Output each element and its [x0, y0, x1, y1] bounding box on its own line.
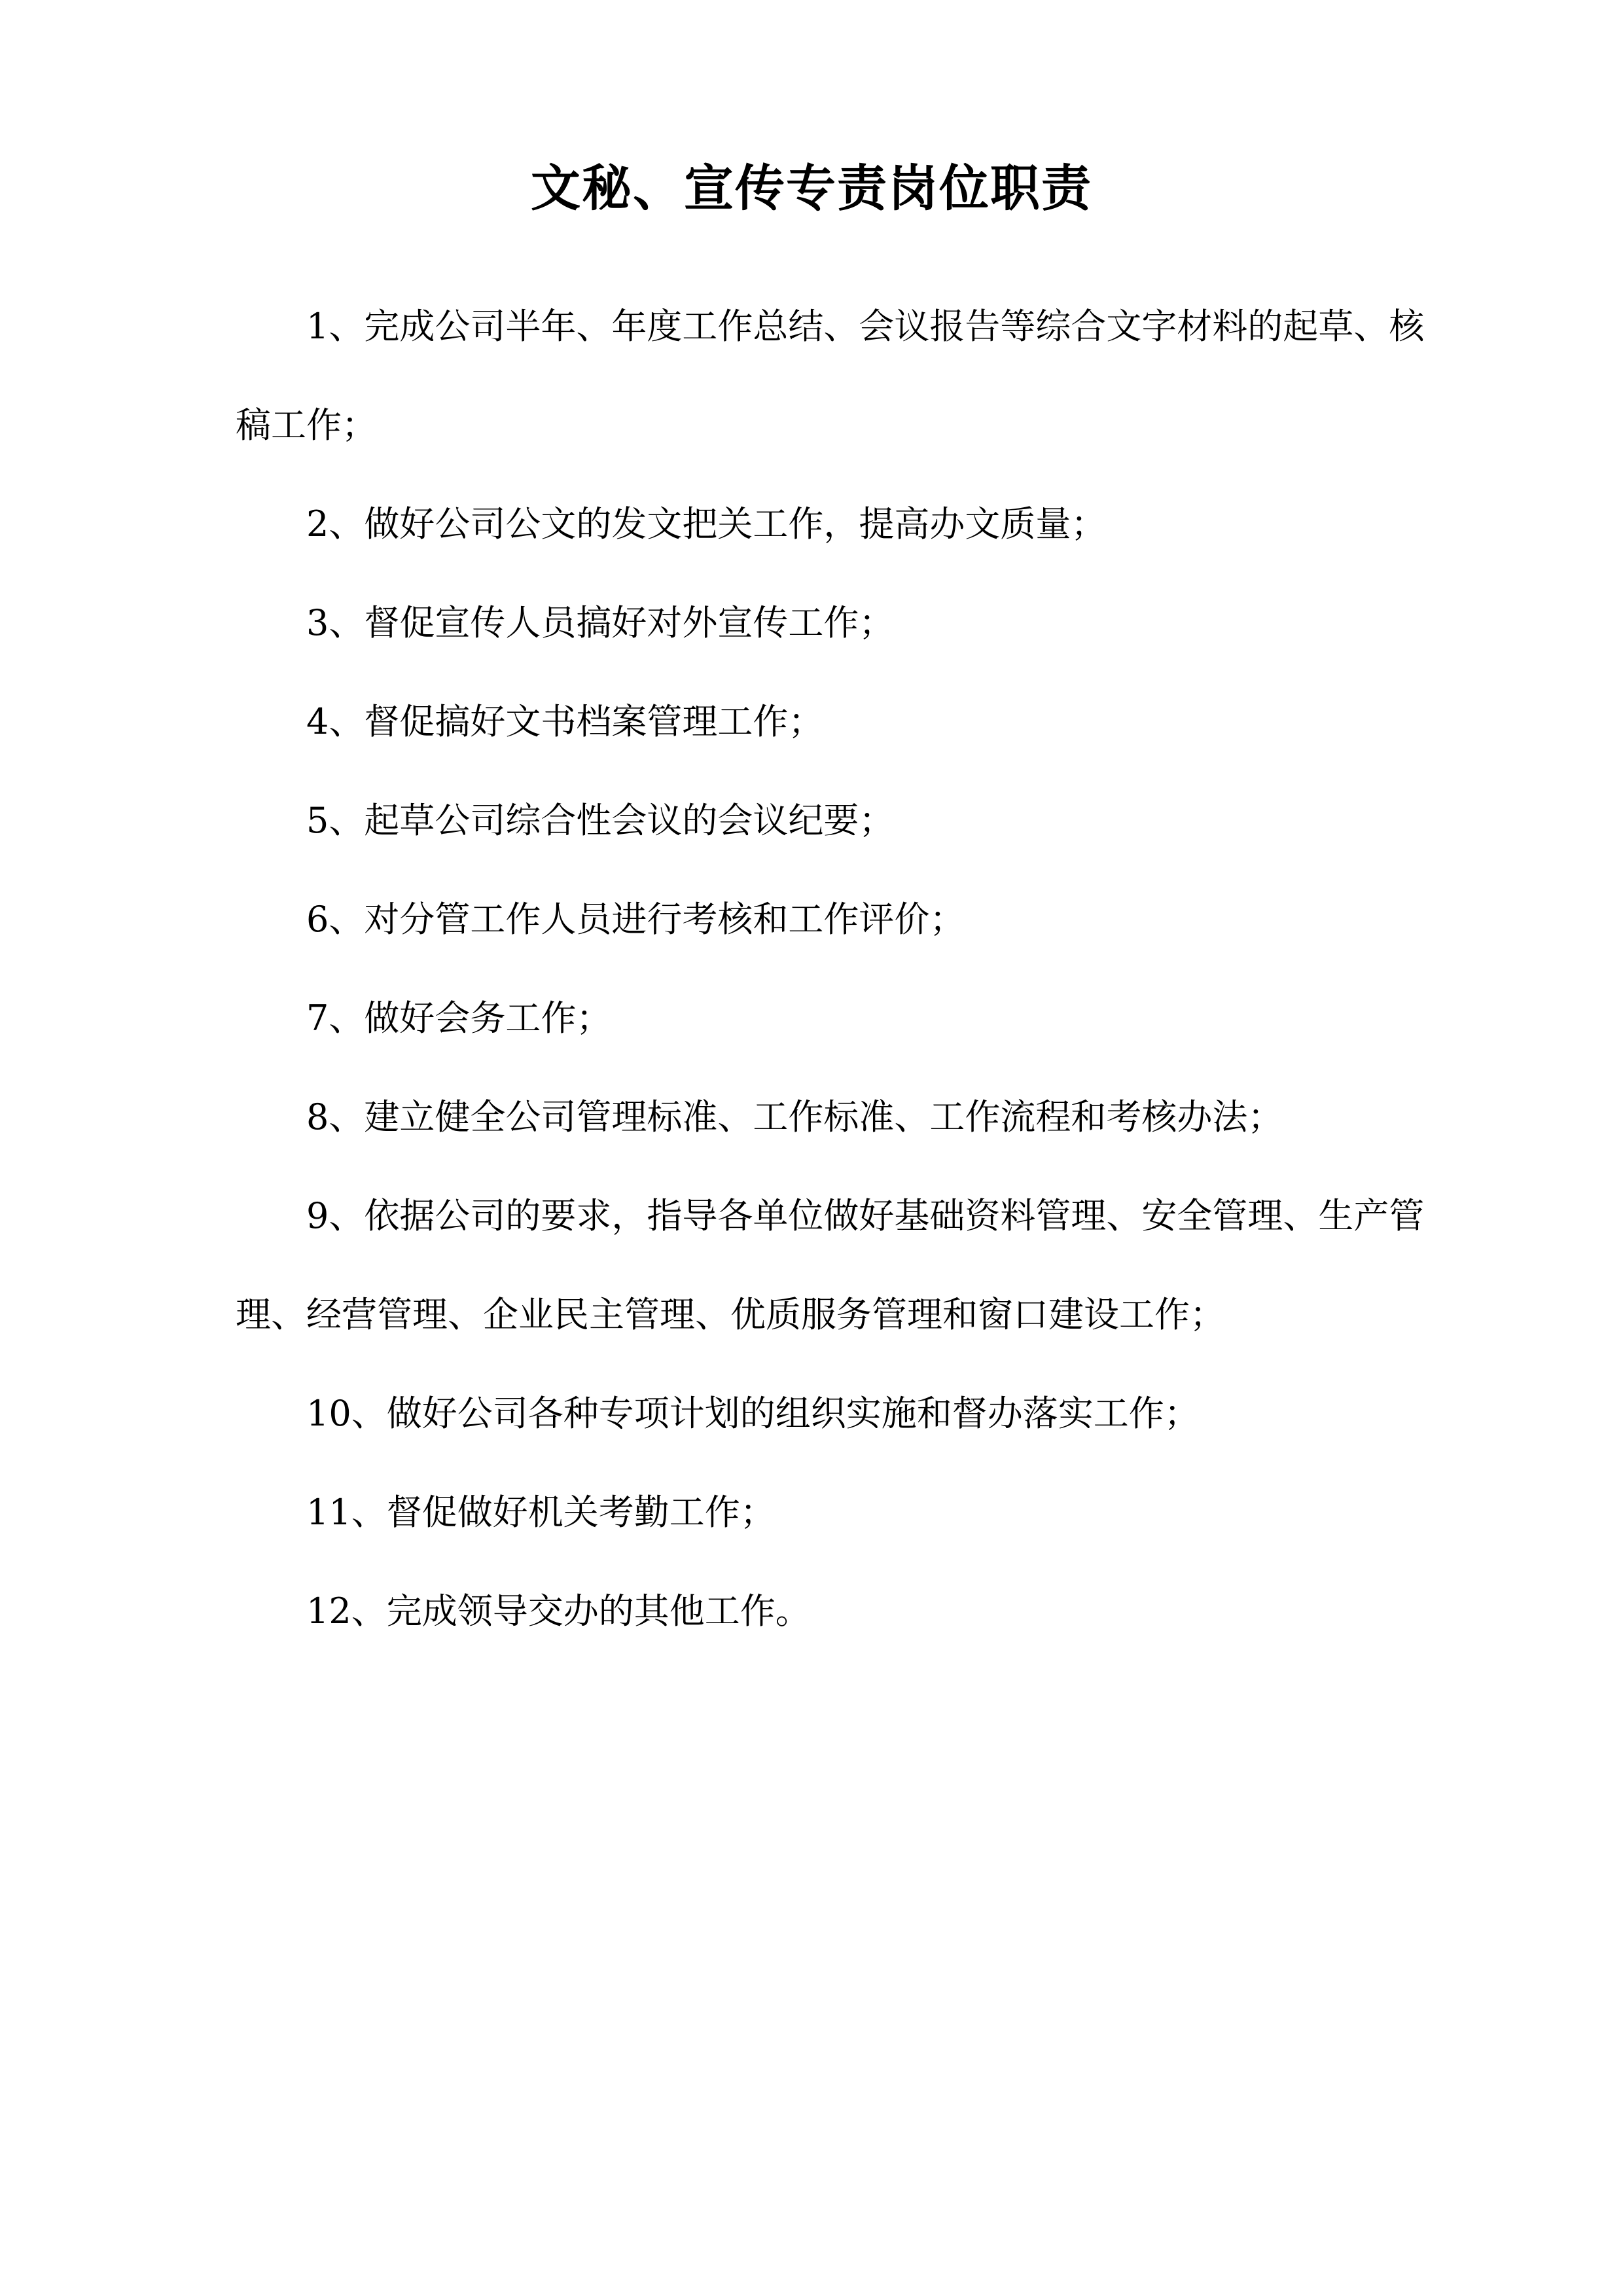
duty-item-11: 11、督促做好机关考勤工作； [306, 1492, 776, 1533]
duty-item-4: 4、督促搞好文书档案管理工作； [306, 701, 824, 742]
document-title: 文秘、宣传专责岗位职责 [531, 159, 1092, 217]
duty-item-3: 3、督促宣传人员搞好对外宣传工作； [306, 602, 895, 643]
duty-item-2: 2、做好公司公文的发文把关工作，提高办文质量； [306, 503, 1107, 545]
duty-item-10: 10、做好公司各种专项计划的组织实施和督办落实工作； [306, 1393, 1200, 1434]
duty-item-6: 6、对分管工作人员进行考核和工作评价； [306, 899, 965, 940]
duty-item-1: 1、完成公司半年、年度工作总结、会议报告等综合文字材料的起草、核稿工作； [236, 306, 1425, 446]
duty-item-12: 12、完成领导交办的其他工作。 [306, 1590, 811, 1632]
duty-item-8: 8、建立健全公司管理标准、工作标准、工作流程和考核办法； [306, 1096, 1283, 1138]
duty-item-9: 9、依据公司的要求，指导各单位做好基础资料管理、安全管理、生产管 理、经营管理、企业民主管理、优质服务管理和窗口建设工作； [236, 1195, 1425, 1335]
duty-item-5: 5、起草公司综合性会议的会议纪要； [306, 800, 895, 841]
duty-list [236, 277, 1427, 1660]
duty-item-7: 7、做好会务工作； [306, 997, 612, 1039]
